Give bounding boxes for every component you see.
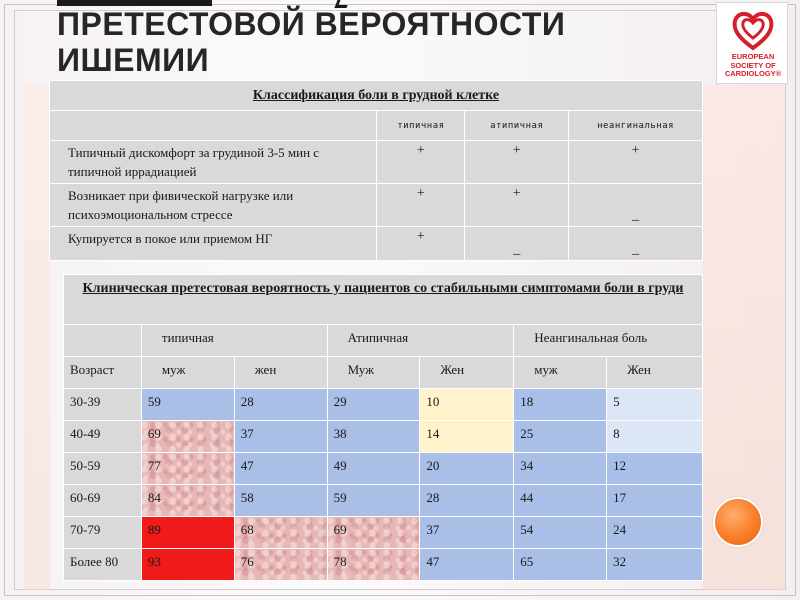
slide-title-line-2: ИШЕМИИ [57,42,210,78]
orange-circle-decoration [713,497,763,547]
probability-cell: 89 [141,517,234,549]
pain-col-empty [50,111,377,141]
probability-cell: 69 [141,421,234,453]
pain-mark: _ [569,227,703,261]
probability-cell: 77 [141,453,234,485]
group-header-empty [64,325,142,357]
age-cell: 70-79 [64,517,142,549]
age-cell: 30-39 [64,389,142,421]
pain-mark: _ [465,227,569,261]
pain-mark: + [465,184,569,227]
probability-cell: 68 [234,517,327,549]
pain-mark: + [377,184,465,227]
probability-cell: 59 [327,485,420,517]
probability-cell: 49 [327,453,420,485]
sex-header: Жен [607,357,703,389]
pain-mark: _ [569,184,703,227]
esc-logo [716,2,788,84]
age-cell: 40-49 [64,421,142,453]
probability-table-body [64,389,703,581]
group-header-atypical: Атипичная [327,325,514,357]
pain-col-atypical: атипичная [465,111,569,141]
sex-header: Муж [327,357,420,389]
probability-cell: 47 [234,453,327,485]
sex-header: муж [514,357,607,389]
probability-cell: 17 [607,485,703,517]
age-cell: Более 80 [64,549,142,581]
probability-cell: 5 [607,389,703,421]
group-header-typical: типичная [141,325,327,357]
pain-mark: + [377,141,465,184]
probability-cell: 24 [607,517,703,549]
esc-logo-line-3: CARDIOLOGY® [724,69,782,78]
probability-cell: 12 [607,453,703,485]
esc-logo-line-2: SOCIETY OF [730,60,776,70]
probability-cell: 69 [327,517,420,549]
probability-cell: 29 [327,389,420,421]
age-header: Возраст [64,357,142,389]
probability-cell: 78 [327,549,420,581]
esc-logo-text [717,53,789,79]
probability-cell: 93 [141,549,234,581]
sex-header: муж [141,357,234,389]
probability-table-title: Клиническая претестовая вероятность у пациентов со стабильными симптомами боли в груди [64,275,703,325]
probability-cell: 59 [141,389,234,421]
probability-cell: 38 [327,421,420,453]
probability-cell: 28 [234,389,327,421]
age-cell: 50-59 [64,453,142,485]
pain-criterion-label: Типичный дискомфорт за грудиной 3-5 мин с типичной иррадиацией [50,141,377,184]
probability-cell: 76 [234,549,327,581]
pain-mark: + [377,227,465,261]
probability-cell: 14 [420,421,514,453]
probability-cell: 65 [514,549,607,581]
pain-col-nonanginal: неангинальная [569,111,703,141]
probability-cell: 34 [514,453,607,485]
sex-header: Жен [420,357,514,389]
probability-cell: 8 [607,421,703,453]
probability-cell: 37 [234,421,327,453]
pain-table-title: Классификация боли в грудной клетке [50,81,703,111]
pain-mark: + [465,141,569,184]
pain-criterion-label: Возникает при фивической нагрузке или психоэмоциональном стрессе [50,184,377,227]
probability-cell: 37 [420,517,514,549]
probability-cell: 58 [234,485,327,517]
pain-mark: + [569,141,703,184]
group-header-nonanginal: Неангинальная боль [514,325,703,357]
esc-logo-line-1: EUROPEAN [731,52,775,61]
slide-title-line-1: ПРЕТЕСТОВОЙ ВЕРОЯТНОСТИ [57,6,566,42]
left-decor-strip [24,84,50,590]
probability-cell: 44 [514,485,607,517]
probability-cell: 25 [514,421,607,453]
probability-cell: 32 [607,549,703,581]
probability-cell: 18 [514,389,607,421]
probability-cell: 20 [420,453,514,485]
pain-classification-table [49,80,703,261]
pain-criterion-label: Купируется в покое или приемом НГ [50,227,377,261]
probability-cell: 47 [420,549,514,581]
probability-cell: 54 [514,517,607,549]
sex-header: жен [234,357,327,389]
heart-icon [731,8,775,52]
slide-title [57,6,677,78]
probability-cell: 84 [141,485,234,517]
pretest-probability-table [63,274,703,581]
pain-col-typical: типичная [377,111,465,141]
age-cell: 60-69 [64,485,142,517]
probability-cell: 28 [420,485,514,517]
probability-cell: 10 [420,389,514,421]
